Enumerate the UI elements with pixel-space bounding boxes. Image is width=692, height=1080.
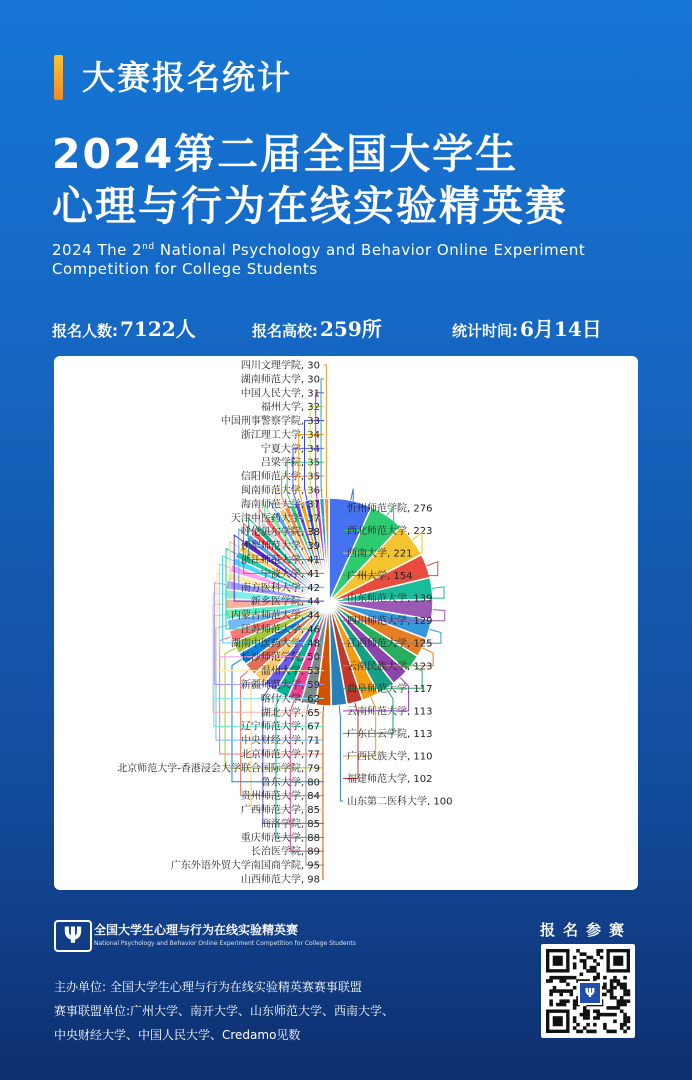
registration-qr-code[interactable] xyxy=(541,944,635,1038)
qr-module xyxy=(623,999,627,1003)
qr-module xyxy=(573,1003,577,1007)
pie-data-label: 广东外语外贸大学南国商学院, 95 xyxy=(170,860,320,872)
qr-module xyxy=(573,976,577,980)
qr-module xyxy=(576,949,580,953)
pie-data-label: 鲁东大学, 80 xyxy=(260,777,320,789)
competition-title xyxy=(52,128,568,232)
footer-alliance-line: 赛事联盟单位:广州大学、南开大学、山东师范大学、西南大学、 xyxy=(54,1004,395,1018)
pie-data-label: 西北师范大学, 223 xyxy=(347,526,433,538)
qr-module xyxy=(603,976,607,980)
qr-module xyxy=(596,973,600,977)
pie-data-label: 广西师范大学, 85 xyxy=(240,805,320,817)
footer-org-name-en: National Psychology and Behavior Online Experiment Competition for College Students xyxy=(94,940,356,947)
qr-module xyxy=(566,983,570,987)
footer-org-name: 全国大学生心理与行为在线实验精英赛 xyxy=(94,923,299,937)
qr-module xyxy=(556,989,560,993)
qr-module xyxy=(583,952,587,956)
qr-module xyxy=(610,1013,614,1017)
qr-module xyxy=(573,1020,577,1024)
footer-host-line: 主办单位: 全国大学生心理与行为在线实验精英赛赛事联盟 xyxy=(54,980,362,994)
qr-finder-pattern xyxy=(546,1009,570,1033)
pie-data-label: 中国人民大学, 31 xyxy=(240,388,320,400)
qr-module xyxy=(583,962,587,966)
qr-module xyxy=(559,993,563,997)
qr-module xyxy=(623,1023,627,1027)
pie-data-label: 江苏师范大学, 46 xyxy=(240,624,320,636)
qr-module xyxy=(627,1016,631,1020)
qr-module xyxy=(613,1013,617,1017)
qr-module xyxy=(586,969,590,973)
qr-module xyxy=(603,986,607,990)
qr-module xyxy=(583,1026,587,1030)
qr-module xyxy=(559,976,563,980)
pie-data-label: 广西民族大学, 110 xyxy=(347,751,433,763)
qr-module xyxy=(617,983,621,987)
pie-data-label: 中国刑事警察学院, 33 xyxy=(220,416,320,428)
qr-module xyxy=(610,1006,614,1010)
qr-module xyxy=(623,1030,627,1034)
qr-module xyxy=(583,1009,587,1013)
qr-module xyxy=(620,986,624,990)
qr-module xyxy=(593,966,597,970)
qr-module xyxy=(573,1026,577,1030)
qr-module xyxy=(570,989,574,993)
qr-module xyxy=(606,989,610,993)
qr-module xyxy=(613,1030,617,1034)
pie-data-label: 商洛学院, 85 xyxy=(260,818,320,830)
footer-organizers xyxy=(54,975,394,1047)
pie-data-label: 浙江师范大学, 41 xyxy=(240,554,320,566)
qr-module xyxy=(563,976,567,980)
pie-data-label: 吕梁学院, 35 xyxy=(260,457,320,469)
qr-module xyxy=(600,956,604,960)
pie-data-label: 宁夏大学, 34 xyxy=(260,443,320,455)
pie-data-label: 长治医学院, 89 xyxy=(250,846,320,858)
qr-module xyxy=(583,1013,587,1017)
qr-module xyxy=(623,1003,627,1007)
qr-module xyxy=(549,1003,553,1007)
qr-module xyxy=(617,1003,621,1007)
pie-data-label: 山西师范大学, 98 xyxy=(240,874,320,886)
pie-leader-line xyxy=(339,705,343,801)
qr-module xyxy=(617,1006,621,1010)
qr-module xyxy=(603,983,607,987)
qr-module xyxy=(620,1003,624,1007)
qr-module xyxy=(593,969,597,973)
qr-module xyxy=(620,1009,624,1013)
qr-module xyxy=(620,1023,624,1027)
qr-module xyxy=(617,979,621,983)
pie-data-label: 中央财经大学, 71 xyxy=(240,735,320,747)
schools-stat xyxy=(252,313,382,342)
pie-data-label: 新乡医学院, 44 xyxy=(250,596,320,608)
title-en-prefix: 2024 The 2 xyxy=(52,241,143,259)
section-title: 大赛报名统计 xyxy=(82,58,292,97)
qr-module xyxy=(613,986,617,990)
qr-module xyxy=(573,999,577,1003)
qr-module xyxy=(586,1023,590,1027)
qr-module xyxy=(613,996,617,1000)
pie-data-label: 湖北大学, 65 xyxy=(260,707,320,719)
date-stat xyxy=(452,313,602,342)
pie-data-label: 曲阜师范大学, 117 xyxy=(347,683,433,695)
pie-data-label: 喀什大学, 62 xyxy=(260,693,320,705)
qr-module xyxy=(603,993,607,997)
pie-data-label: 山东师范大学, 139 xyxy=(347,593,433,605)
qr-module xyxy=(623,986,627,990)
qr-module xyxy=(549,976,553,980)
pie-leader-line xyxy=(323,706,324,879)
qr-module xyxy=(627,1020,631,1024)
qr-module xyxy=(556,976,560,980)
qr-module xyxy=(566,999,570,1003)
qr-module xyxy=(566,976,570,980)
qr-module xyxy=(566,989,570,993)
competition-logo-icon: Ψ xyxy=(54,920,92,952)
qr-module xyxy=(593,959,597,963)
pie-data-label: 天津中医药大学, 37 xyxy=(230,513,320,525)
qr-module xyxy=(623,1013,627,1017)
qr-module xyxy=(613,976,617,980)
qr-title: 报名参赛 xyxy=(540,921,633,939)
qr-module xyxy=(596,962,600,966)
qr-module xyxy=(593,976,597,980)
qr-module xyxy=(593,1009,597,1013)
qr-module xyxy=(573,1006,577,1010)
qr-module xyxy=(556,1003,560,1007)
qr-module xyxy=(623,1020,627,1024)
pie-data-label: 福建师范大学, 102 xyxy=(347,773,433,785)
qr-module xyxy=(559,979,563,983)
qr-module xyxy=(620,1026,624,1030)
qr-module xyxy=(606,1013,610,1017)
pie-data-label: 西南大学, 221 xyxy=(347,548,413,560)
qr-module xyxy=(610,983,614,987)
qr-module xyxy=(549,979,553,983)
qr-module xyxy=(627,993,631,997)
schools-value: 259所 xyxy=(320,317,382,341)
qr-module xyxy=(600,949,604,953)
pie-data-label: 云南民族大学, 123 xyxy=(347,661,433,673)
competition-title-line2: 心理与行为在线实验精英赛 xyxy=(52,182,568,230)
qr-module xyxy=(620,996,624,1000)
qr-module xyxy=(623,976,627,980)
qr-module xyxy=(600,1013,604,1017)
pie-data-label: 北京师范大学-香港浸会大学联合国际学院, 79 xyxy=(117,763,320,775)
qr-module xyxy=(583,1016,587,1020)
footer-org xyxy=(94,921,356,947)
qr-module xyxy=(573,1016,577,1020)
pie-data-label: 云南师范大学, 113 xyxy=(347,706,433,718)
qr-module xyxy=(610,996,614,1000)
qr-module xyxy=(623,983,627,987)
qr-module xyxy=(623,993,627,997)
date-label: 统计时间: xyxy=(452,322,518,340)
qr-module xyxy=(590,966,594,970)
pie-data-label: 内蒙古师范大学, 44 xyxy=(230,610,320,622)
participants-value: 7122人 xyxy=(120,317,196,341)
qr-module xyxy=(553,989,557,993)
pie-data-label: 湖南师范大学, 30 xyxy=(240,374,320,386)
pie-data-label: 浙江理工大学, 34 xyxy=(240,429,320,441)
qr-module xyxy=(627,999,631,1003)
qr-module xyxy=(563,999,567,1003)
qr-module xyxy=(563,989,567,993)
qr-module xyxy=(610,993,614,997)
qr-module xyxy=(570,976,574,980)
qr-module xyxy=(576,1023,580,1027)
pie-leader-line xyxy=(321,379,324,498)
qr-module xyxy=(549,993,553,997)
title-en-sup: nd xyxy=(142,242,155,252)
stats-row xyxy=(52,313,652,343)
pie-leader-line xyxy=(324,365,327,498)
qr-module xyxy=(576,1030,580,1034)
qr-module xyxy=(563,1003,567,1007)
qr-module xyxy=(627,1026,631,1030)
qr-module xyxy=(596,1009,600,1013)
qr-module xyxy=(553,976,557,980)
qr-finder-pattern xyxy=(546,949,570,973)
pie-data-label: 辽宁师范大学, 67 xyxy=(240,721,320,733)
qr-module xyxy=(573,966,577,970)
qr-module xyxy=(593,1030,597,1034)
pie-data-label: 闽南师范大学, 36 xyxy=(240,485,320,497)
pie-data-label: 四川文理学院, 30 xyxy=(240,360,320,372)
qr-module xyxy=(613,1020,617,1024)
qr-module xyxy=(549,989,553,993)
pie-data-label: 江西师范大学, 125 xyxy=(347,638,433,650)
pie-data-label: 广州大学, 154 xyxy=(347,571,413,583)
qr-module xyxy=(580,959,584,963)
qr-module xyxy=(627,989,631,993)
qr-module xyxy=(610,986,614,990)
qr-module xyxy=(590,1030,594,1034)
qr-module xyxy=(590,969,594,973)
qr-module xyxy=(596,976,600,980)
pie-data-label: 南方医科大学, 42 xyxy=(240,582,320,594)
competition-title-en xyxy=(52,238,662,279)
qr-module xyxy=(580,973,584,977)
qr-module xyxy=(586,1016,590,1020)
qr-module xyxy=(620,999,624,1003)
qr-module xyxy=(573,986,577,990)
qr-module xyxy=(610,979,614,983)
qr-module xyxy=(549,999,553,1003)
qr-module xyxy=(617,999,621,1003)
pie-data-label: 海南师范大学, 37 xyxy=(240,499,320,511)
pie-data-label: 北京师范大学, 77 xyxy=(240,749,320,761)
qr-module xyxy=(610,989,614,993)
qr-module xyxy=(593,1023,597,1027)
pie-data-label: 贵州师范大学, 84 xyxy=(240,791,320,803)
qr-module xyxy=(563,979,567,983)
date-value: 6月14日 xyxy=(520,317,602,341)
qr-module xyxy=(586,1013,590,1017)
qr-module xyxy=(573,962,577,966)
qr-center-logo-icon: Ψ xyxy=(578,981,602,1005)
pie-data-label: 长沙师范学院, 50 xyxy=(240,652,320,664)
pie-data-label: 四川师范大学, 129 xyxy=(347,616,433,628)
pie-chart xyxy=(54,356,638,890)
competition-title-line1: 2024第二届全国大学生 xyxy=(52,130,519,178)
qr-module xyxy=(623,989,627,993)
qr-module xyxy=(596,952,600,956)
pie-data-label: 宁波大学, 41 xyxy=(260,568,320,580)
schools-label: 报名高校: xyxy=(252,322,318,340)
qr-module xyxy=(603,1026,607,1030)
qr-module xyxy=(553,986,557,990)
footer-alliance-line-2: 中央财经大学、中国人民大学、Credamo见数 xyxy=(54,1028,301,1042)
title-en-suffix: National Psychology and Behavior Online Experiment Competition for College Students xyxy=(52,241,586,278)
pie-data-label: 重庆师范大学, 88 xyxy=(240,832,320,844)
pie-chart-card xyxy=(54,356,638,890)
pie-data-label: 信阳师范大学, 35 xyxy=(240,471,320,483)
title-accent-bar xyxy=(54,55,63,100)
pie-data-label: 新疆师范大学, 59 xyxy=(240,680,320,692)
pie-data-label: 呼伦贝尔学院, 38 xyxy=(240,527,320,539)
qr-module xyxy=(559,1003,563,1007)
qr-module xyxy=(586,1009,590,1013)
qr-module xyxy=(603,1023,607,1027)
qr-module xyxy=(620,983,624,987)
pie-data-label: 福州大学, 32 xyxy=(260,402,320,414)
qr-finder-pattern xyxy=(606,949,630,973)
qr-module xyxy=(623,1016,627,1020)
pie-data-label: 湖南中医药大学, 48 xyxy=(230,638,320,650)
qr-module xyxy=(583,966,587,970)
qr-module xyxy=(559,989,563,993)
qr-module xyxy=(573,956,577,960)
qr-module xyxy=(570,993,574,997)
qr-module xyxy=(606,1006,610,1010)
pie-data-label: 伊犁师范大学, 39 xyxy=(240,541,320,553)
qr-module xyxy=(610,1030,614,1034)
qr-module xyxy=(583,1006,587,1010)
qr-module xyxy=(559,999,563,1003)
pie-data-label: 温州大学, 53 xyxy=(260,666,320,678)
qr-module xyxy=(596,949,600,953)
qr-module xyxy=(546,979,550,983)
qr-module xyxy=(580,952,584,956)
participants-stat xyxy=(52,313,196,342)
qr-module xyxy=(593,1016,597,1020)
qr-module xyxy=(586,956,590,960)
qr-module xyxy=(613,1006,617,1010)
participants-label: 报名人数: xyxy=(52,322,118,340)
pie-data-label: 广东白云学院, 113 xyxy=(347,728,433,740)
qr-module xyxy=(596,1013,600,1017)
qr-module xyxy=(580,1013,584,1017)
qr-module xyxy=(613,979,617,983)
qr-module xyxy=(596,1016,600,1020)
qr-module xyxy=(590,956,594,960)
qr-module xyxy=(603,1013,607,1017)
qr-module xyxy=(583,959,587,963)
pie-data-label: 忻州师范学院, 276 xyxy=(347,503,433,515)
qr-module xyxy=(580,1030,584,1034)
qr-module xyxy=(586,1030,590,1034)
qr-module xyxy=(606,1030,610,1034)
pie-data-label: 山东第二医科大学, 100 xyxy=(347,796,453,808)
